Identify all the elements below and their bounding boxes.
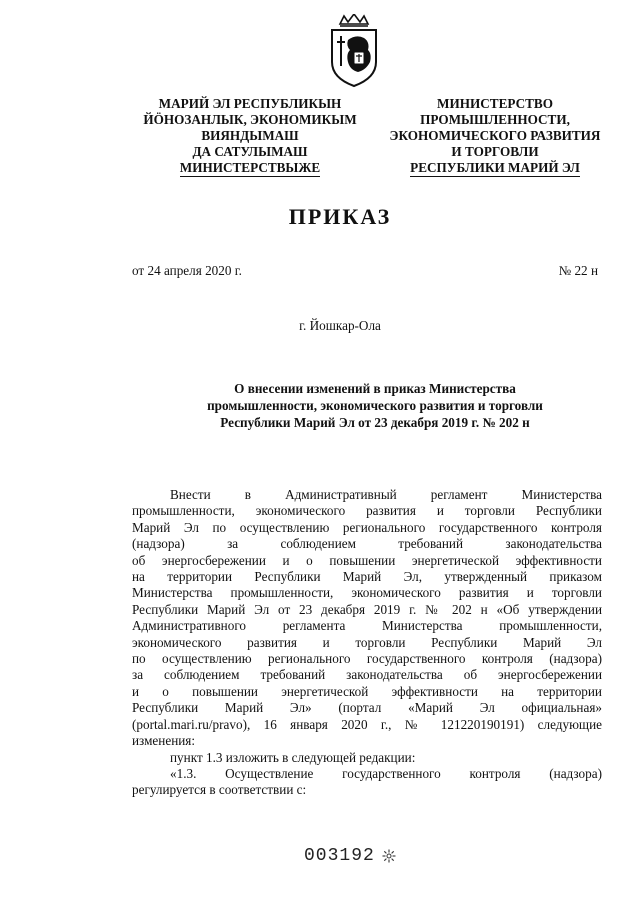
- body-line: Республики Марий Эл от 23 декабря 2019 г. № 202 н «Об утверждении: [132, 601, 602, 617]
- document-city: г. Йошкар-Ола: [299, 318, 381, 333]
- header-mari-line: МИНИСТЕРСТВЫЖЕ: [179, 160, 321, 175]
- subject-line: Республики Марий Эл от 23 декабря 2019 г. № 202 н: [220, 415, 530, 430]
- document-body: [132, 487, 602, 799]
- asterisk-mark-icon: [382, 849, 396, 863]
- body-line: Внести в Административный регламент Министерства: [170, 487, 602, 502]
- body-line: за соблюдением требований законодательства об энергосбережении: [132, 667, 602, 683]
- body-line: по осуществлению регионального государственного контроля (надзора): [132, 651, 602, 667]
- body-line: изменения:: [132, 733, 196, 749]
- document-subject: [140, 380, 610, 431]
- subject-line: промышленности, экономического развития и торговли: [207, 398, 543, 413]
- body-line: экономического развития и торговли Республики Марий Эл: [132, 634, 602, 650]
- body-line: регулируется в соответствии с:: [132, 782, 307, 798]
- header-russian-line: И ТОРГОВЛИ: [451, 144, 539, 159]
- header-mari-line: ЙӦНОЗАНЛЫК, ЭКОНОМИКЫМ: [143, 112, 357, 127]
- header-russian-line: РЕСПУБЛИКИ МАРИЙ ЭЛ: [410, 160, 580, 175]
- document-title: ПРИКАЗ: [288, 204, 392, 229]
- body-line: на территории Республики Марий Эл, утвержденный приказом: [132, 569, 602, 585]
- header-mari-line: ДА САТУЛЫМАШ: [192, 144, 308, 159]
- header-russian-line: МИНИСТЕРСТВО: [437, 96, 553, 111]
- header-mari: [136, 96, 364, 177]
- header-russian-line: ПРОМЫШЛЕННОСТИ,: [420, 112, 570, 127]
- header-mari-line: ВИЯНДЫМАШ: [201, 128, 299, 143]
- body-line: и о повышении энергетической эффективности на территории: [132, 683, 602, 699]
- header-mari-line: МАРИЙ ЭЛ РЕСПУБЛИКЫН: [158, 96, 342, 111]
- body-line: Республики Марий Эл» (портал «Марий Эл официальная»: [132, 700, 602, 716]
- body-line: (надзора) за соблюдением требований законодательства: [132, 536, 602, 552]
- header-russian-line: ЭКОНОМИЧЕСКОГО РАЗВИТИЯ: [389, 128, 601, 143]
- body-line: промышленности, экономического развития и торговли Республики: [132, 503, 602, 519]
- body-line: «1.3. Осуществление государственного контроля (надзора): [170, 765, 602, 781]
- subject-line: О внесении изменений в приказ Министерства: [234, 381, 516, 396]
- document-date: от 24 апреля 2020 г.: [132, 263, 242, 278]
- header-russian: [380, 96, 610, 177]
- document-number: № 22 н: [558, 263, 598, 278]
- body-line: Министерства промышленности, экономического развития и торговли: [132, 585, 602, 601]
- body-line: (portal.mari.ru/pravo), 16 января 2020 г., № 121220190191) следующие: [132, 716, 602, 732]
- body-line: пункт 1.3 изложить в следующей редакции:: [170, 749, 416, 765]
- coat-of-arms-icon: [326, 14, 382, 88]
- body-line: Административного регламента Министерства промышленности,: [132, 618, 602, 634]
- serial-number: 003192: [304, 846, 375, 866]
- body-line: об энергосбережении и о повышении энергетической эффективности: [132, 552, 602, 568]
- body-line: Марий Эл по осуществлению регионального государственного контроля: [132, 519, 602, 535]
